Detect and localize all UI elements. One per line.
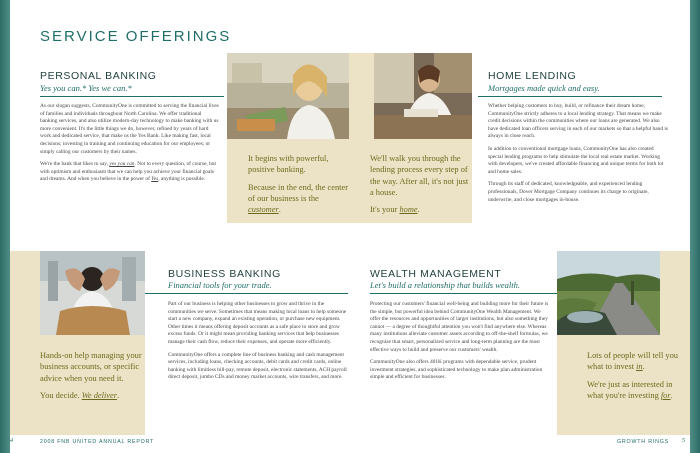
business-banking-heading: BUSINESS BANKING [168, 268, 281, 280]
home-pull-quote-line-2 [370, 204, 470, 215]
personal-p2-text-a: We're the bank that likes to say, [40, 161, 110, 168]
business-banking-rule [145, 293, 348, 294]
page-number-left: 4 [10, 438, 13, 444]
teller-photo-graphic [227, 53, 349, 139]
home-pull-text-b: . [417, 205, 420, 215]
wealth-management-rule [370, 293, 557, 294]
wealth-pull-text-c: We're just as interested in what you're investing [587, 379, 673, 400]
personal-banking-paragraph-1: As our slogan suggests, CommunityOne is committed to serving the financial lives of families and individuals throughout North Carolina. We offer traditional banking services, and also utilize modern-day technology to make banking with us more convenient. It's the little things we do, however, refined by years of hard work and dedicated service, that make us the Yes Bank. Like making fast, local decisions; investing in training and continuing education for our employees; or simply calling our customers by their names. [40, 103, 219, 155]
wealth-management-body [370, 301, 550, 387]
personal-pull-quote-line-2 [248, 182, 348, 216]
business-banking-paragraph-1: Part of our business is helping other businesses to grow and thrive in the communities we serve. Sometimes that means making local loans to help someone start a new company, expand an existing operation, or purchase new equipment. Other times it means offering deposit accounts as a safe place to store and grow excess funds. Or it might mean providing banking services that help businesses manage their cash flow, reduce their expenses, and operate more efficiently. [168, 301, 347, 345]
home-pull-text-a: It's your [370, 205, 400, 215]
business-banking-paragraph-2: CommunityOne offers a complete line of business banking and cash management services, including loans, checking accounts, debit cards and credit cards, online banking with limitless bill-pay, remote deposit, electronic statements, ACH payroll direct deposit, jumbo CDs and money market accounts, wire transfers, and more. [168, 351, 347, 381]
personal-banking-rule [40, 96, 224, 97]
right-page-edge [690, 0, 700, 453]
business-pull-quote-line-2 [40, 390, 142, 401]
wealth-management-paragraph-1: Protecting our customers' financial well-being and building more for their future is the simple, but powerful idea behind CommunityOne Wealth Management. We offer the resources and opportunities of larger institutions, but also something they cannot — a degree of thoughtful attention you won't find anywhere else. Whereas many institutions alleviate customer assets according to off-the-shelf formulas, we recognize that smart, personalized service and long-term planning are the most effective ways to build and preserve our customers' wealth. [370, 301, 549, 353]
personal-banking-tagline: Yes you can.* Yes we can.* [40, 83, 132, 93]
wealth-management-tagline: Let's build a relationship that builds wealth. [370, 280, 521, 290]
home-lending-tagline: Mortgages made quick and easy. [488, 83, 600, 93]
business-photo [40, 251, 145, 335]
home-lending-pull-quote [370, 153, 470, 221]
annual-report-spread [10, 0, 690, 453]
wealth-photo [557, 251, 660, 335]
wealth-management-heading: WEALTH MANAGEMENT [370, 268, 502, 280]
we-deliver-link[interactable]: We deliver [81, 390, 117, 400]
personal-banking-paragraph-2 [40, 161, 220, 184]
wealth-pull-text-b: . [642, 362, 645, 372]
home-pull-quote-line-1: We'll walk you through the lending process every step of the way. After all, it's not just a house. [370, 154, 469, 197]
home-lending-paragraph-2: In addition to conventional mortgage loans, CommunityOne has also created special lending programs to help stimulate the local real estate market. Working with developers, we've created affordable financing and unique terms for both lot and home sales. [488, 145, 664, 175]
wealth-management-paragraph-2: CommunityOne also offers 401K programs with dependable service, prudent investment strategies, and sophisticated technology to make plan administration simple and efficient for businesses. [370, 359, 543, 381]
home-lending-body [488, 103, 668, 209]
personal-banking-pull-quote [248, 153, 348, 221]
personal-banking-heading: PERSONAL BANKING [40, 70, 157, 82]
invest-in-link[interactable]: in [636, 362, 643, 372]
home-lending-heading: HOME LENDING [488, 70, 577, 82]
business-pull-text-b: . [117, 390, 120, 400]
personal-p2-text-b: . Not to every question, of course, but with optimism and enthusiasm that we can help you achieve your financial goals and dreams. And when you believe in the power of [40, 161, 216, 183]
wealth-pull-text-a: Lots of people will tell you what to invest [587, 351, 678, 372]
left-page-edge [0, 0, 10, 453]
personal-p2-text-c: , anything is possible. [158, 176, 206, 183]
business-banking-tagline: Financial tools for your trade. [168, 280, 272, 290]
home-photo-graphic [374, 53, 472, 139]
page-footer [10, 435, 690, 453]
home-photo [374, 53, 472, 139]
page-title: SERVICE OFFERINGS [40, 28, 232, 45]
business-pull-text-a: You decide. [40, 390, 82, 400]
home-lending-paragraph-1: Whether helping customers to buy, build, or refinance their dream home, CommunityOne strictly adheres to a local lending strategy. That means we make credit decisions within the communities where our loans are generated. We also have dedicated loan officers serving in each of our markets so that a helpful hand is always in close reach. [488, 103, 668, 140]
wealth-photo-graphic [557, 251, 660, 335]
business-banking-pull-quote [40, 350, 142, 407]
personal-pull-text-a: Because in the end, the center of our business is the [248, 182, 348, 203]
footer-report-title: 2008 FNB UNITED ANNUAL REPORT [40, 439, 155, 445]
wealth-pull-text-d: . [670, 390, 673, 400]
home-lending-paragraph-3: Through its staff of dedicated, knowledgeable, and experienced lending professionals, Dover Mortgage Company continues its charge to originate, underwrite, and close mortgages in-house. [488, 181, 649, 203]
yes-you-can-link[interactable]: yes you can [109, 161, 135, 168]
customer-link[interactable]: customer [248, 205, 279, 215]
wealth-management-pull-quote [587, 350, 687, 407]
wealth-pull-quote-line-1 [587, 350, 687, 373]
page-number-right: 5 [682, 438, 685, 444]
home-link[interactable]: home [399, 205, 418, 215]
personal-pull-quote-line-1: It begins with powerful, positive banking. [248, 154, 329, 175]
personal-banking-body [40, 103, 220, 189]
personal-pull-text-b: . [278, 205, 281, 215]
teller-photo [227, 53, 349, 139]
business-pull-quote-line-1: Hands-on help managing your business accounts, or specific advice when you need it. [40, 351, 142, 383]
wealth-pull-quote-line-2 [587, 379, 687, 402]
business-photo-graphic [40, 251, 145, 335]
home-lending-rule [478, 96, 662, 97]
yes-link[interactable]: Yes [151, 176, 159, 183]
investing-for-link[interactable]: for [660, 390, 671, 400]
footer-growth-rings: GROWTH RINGS [617, 439, 669, 445]
business-banking-body [168, 301, 348, 387]
